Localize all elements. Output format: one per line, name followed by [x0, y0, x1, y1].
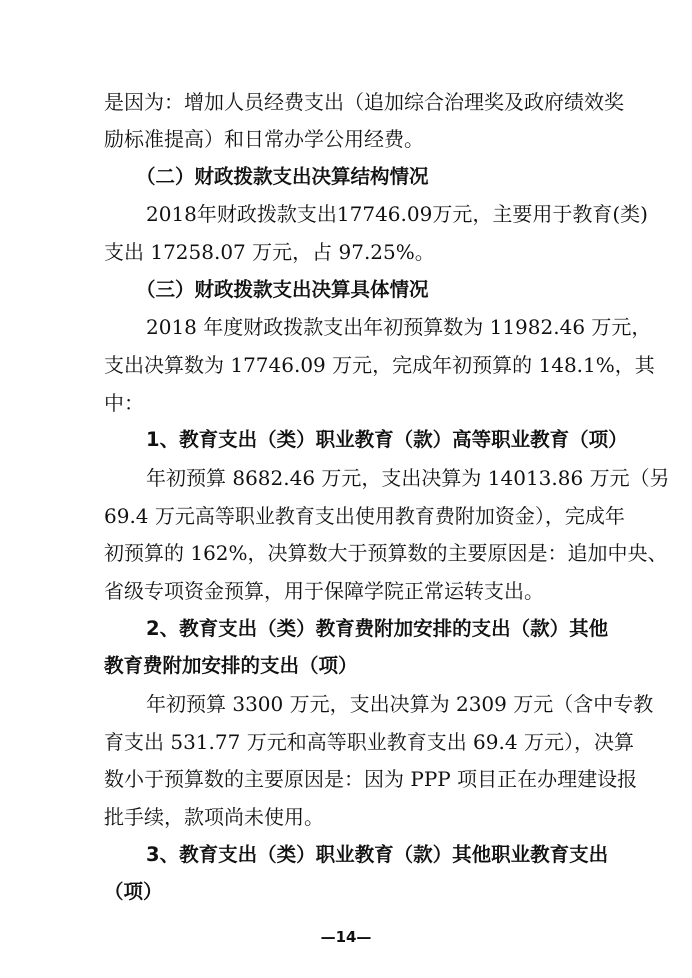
item-heading: 2、教育支出（类）教育费附加安排的支出（款）其他: [146, 617, 609, 640]
page-number: —14—: [320, 928, 372, 946]
item-heading: 1、教育支出（类）职业教育（款）高等职业教育（项）: [146, 428, 628, 451]
body-text-line: 是因为：增加人员经费支出（追加综合治理奖及政府绩效奖: [104, 90, 624, 114]
body-text-line: 省级专项资金预算，用于保障学院正常运转支出。: [104, 579, 544, 603]
item-heading: 3、教育支出（类）职业教育（款）其他职业教育支出: [146, 843, 609, 866]
body-text-line: 2018年财政拨款支出17746.09万元，主要用于教育(类): [146, 202, 648, 226]
body-text-line: 育支出 531.77 万元和高等职业教育支出 69.4 万元），决算: [104, 730, 634, 754]
body-text-line: 年初预算 8682.46 万元，支出决算为 14013.86 万元（另: [146, 466, 670, 490]
body-text-line: 年初预算 3300 万元，支出决算为 2309 万元（含中专教: [146, 692, 654, 716]
body-text-line: 2018 年度财政拨款支出年初预算数为 11982.46 万元，: [146, 315, 652, 339]
section-heading: （三）财政拨款支出决算具体情况: [136, 278, 429, 301]
body-text-line: 支出 17258.07 万元，占 97.25%。: [104, 240, 435, 264]
body-text-line: 支出决算数为 17746.09 万元，完成年初预算的 148.1%，其: [104, 353, 655, 377]
section-heading: （二）财政拨款支出决算结构情况: [136, 165, 429, 188]
item-heading: （项）: [104, 880, 163, 903]
body-text-line: 69.4 万元高等职业教育支出使用教育费附加资金），完成年: [104, 504, 625, 528]
body-text-line: 励标准提高）和日常办学公用经费。: [104, 127, 424, 151]
body-text-line: 初预算的 162%，决算数大于预算数的主要原因是：追加中央、: [104, 541, 668, 565]
item-heading: 教育费附加安排的支出（项）: [104, 654, 358, 677]
body-text-line: 数小于预算数的主要原因是：因为 PPP 项目正在办理建设报: [104, 767, 638, 791]
body-text-line: 批手续，款项尚未使用。: [104, 805, 324, 829]
body-text-line: 中：: [104, 391, 144, 415]
